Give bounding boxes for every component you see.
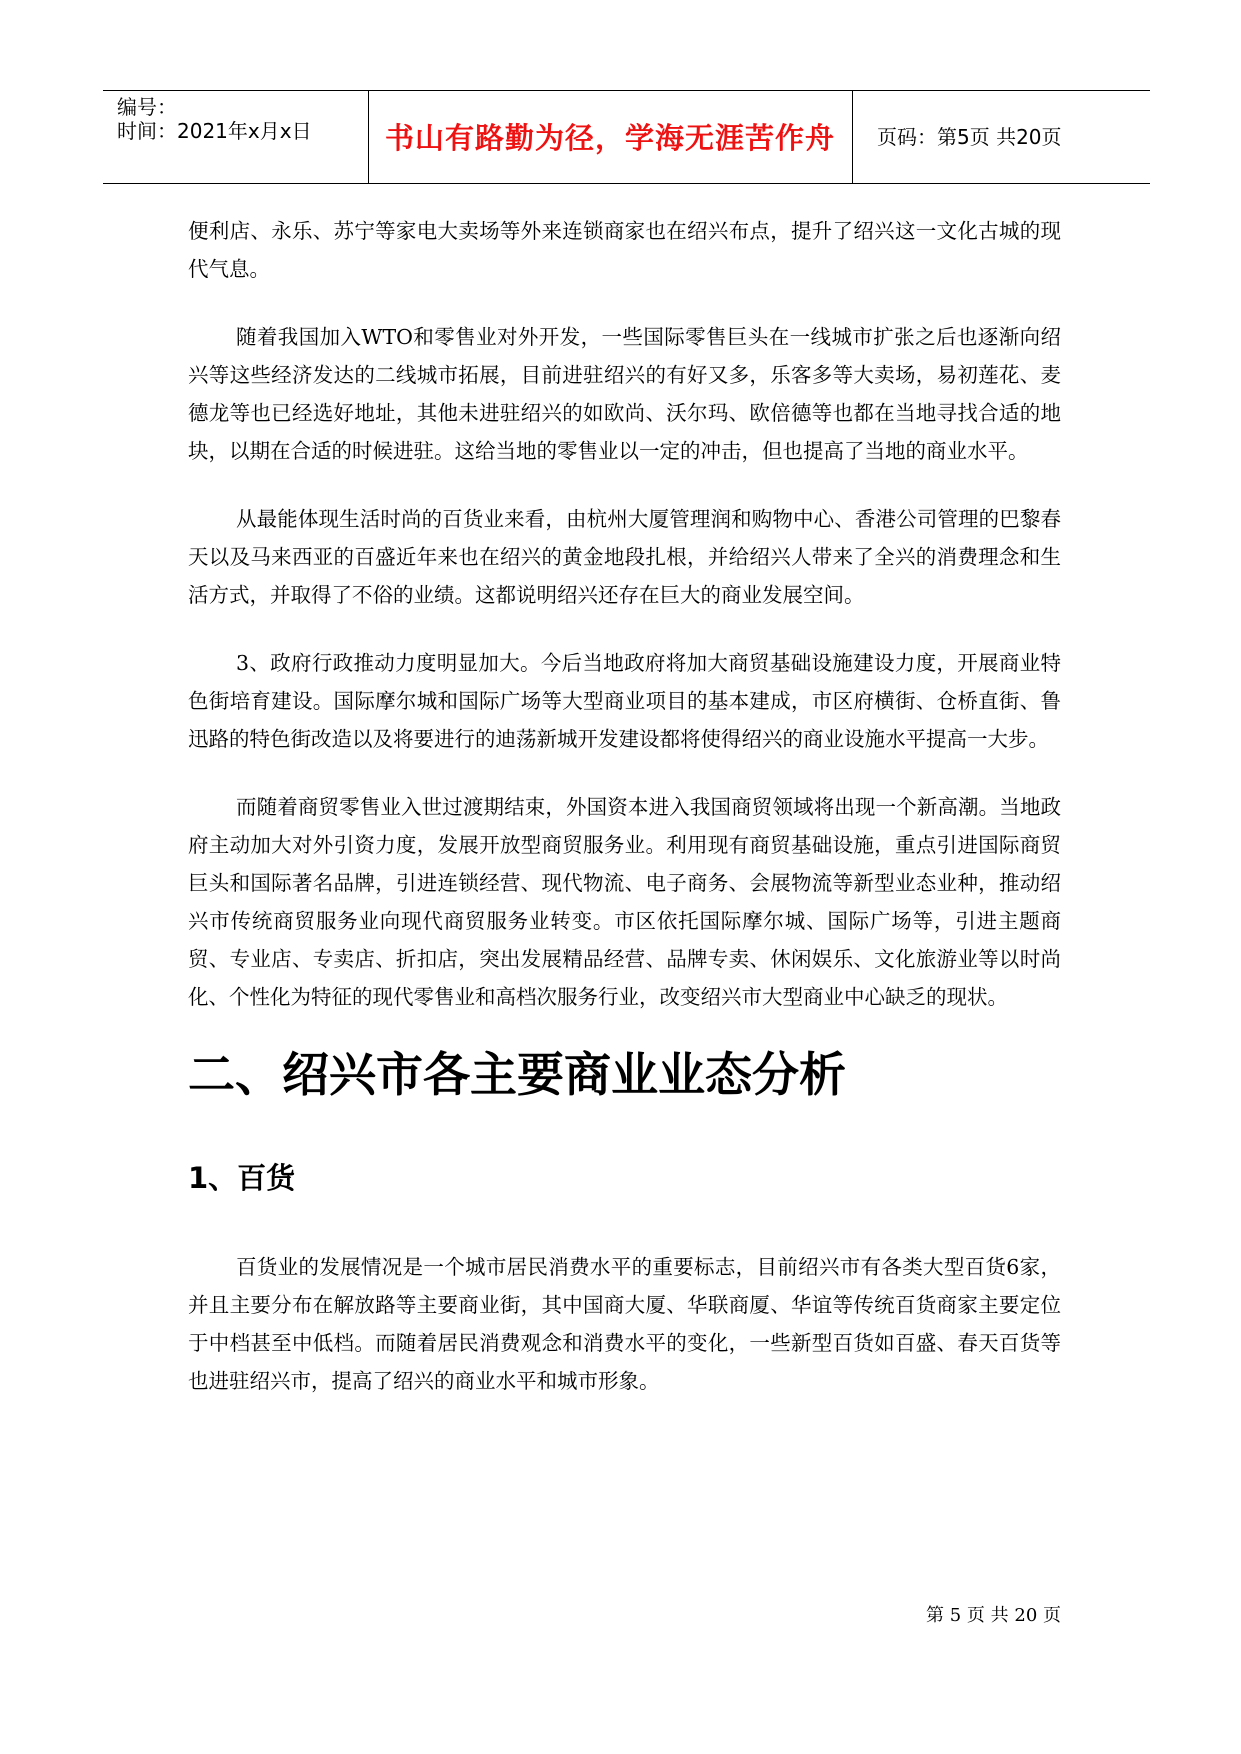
subsection-heading: 1、百货 [188,1161,296,1195]
paragraph-3: 从最能体现生活时尚的百货业来看，由杭州大厦管理润和购物中心、香港公司管理的巴黎春天以及马来西亚的百盛近年来也在绍兴的黄金地段扎根，并给绍兴人带来了全兴的消费理念和生活方式，并取得了不俗的业绩。这都说明绍兴还存在巨大的商业发展空间。 [188,507,1061,607]
paragraph-6: 百货业的发展情况是一个城市居民消费水平的重要标志，目前绍兴市有各类大型百货6家，并且主要分布在解放路等主要商业街，其中国商大厦、华联商厦、华谊等传统百货商家主要定位于中档甚至中低档。而随着居民消费观念和消费水平的变化，一些新型百货如百盛、春天百货等也进驻绍兴市，提高了绍兴的商业水平和城市形象。 [188,1255,1061,1393]
page-header [103,90,1150,184]
paragraph-4: 3、政府行政推动力度明显加大。今后当地政府将加大商贸基础设施建设力度，开展商业特色街培育建设。国际摩尔城和国际广场等大型商业项目的基本建成，市区府横街、仓桥直街、鲁迅路的特色街改造以及将要进行的迪荡新城开发建设都将使得绍兴的商业设施水平提高一大步。 [188,651,1061,751]
page-footer: 第 5 页 共 20 页 [926,1605,1061,1626]
document-body [188,212,1061,1430]
header-left-cell [103,91,369,183]
header-page-info: 页码：第5页 共20页 [877,125,1062,149]
paragraph-5: 而随着商贸零售业入世过渡期结束，外国资本进入我国商贸领域将出现一个新高潮。当地政府主动加大对外引资力度，发展开放型商贸服务业。利用现有商贸基础设施，重点引进国际商贸巨头和国际著名品牌，引进连锁经营、现代物流、电子商务、会展物流等新型业态业种，推动绍兴市传统商贸服务业向现代商贸服务业转变。市区依托国际摩尔城、国际广场等，引进主题商贸、专业店、专卖店、折扣店，突出发展精品经营、品牌专卖、休闲娱乐、文化旅游业等以时尚化、个性化为特征的现代零售业和高档次服务行业，改变绍兴市大型商业中心缺乏的现状。 [188,795,1061,1009]
paragraph-1: 便利店、永乐、苏宁等家电大卖场等外来连锁商家也在绍兴布点，提升了绍兴这一文化古城的现代气息。 [188,219,1061,281]
header-motto: 书山有路勤为径，学海无涯苦作舟 [384,121,835,155]
document-number-label: 编号： [117,95,177,119]
section-heading: 二、绍兴市各主要商业业态分析 [188,1048,846,1103]
header-middle-cell [368,91,853,183]
paragraph-2: 随着我国加入WTO和零售业对外开发，一些国际零售巨头在一线城市扩张之后也逐渐向绍兴等这些经济发达的二线城市拓展，目前进驻绍兴的有好又多，乐客多等大卖场，易初莲花、麦德龙等也已经选好地址，其他未进驻绍兴的如欧尚、沃尔玛、欧倍德等也都在当地寻找合适的地块，以期在合适的时候进驻。这给当地的零售业以一定的冲击，但也提高了当地的商业水平。 [188,325,1061,463]
document-time-label: 时间：2021年x月x日 [117,119,312,143]
header-right-cell [853,91,1150,183]
